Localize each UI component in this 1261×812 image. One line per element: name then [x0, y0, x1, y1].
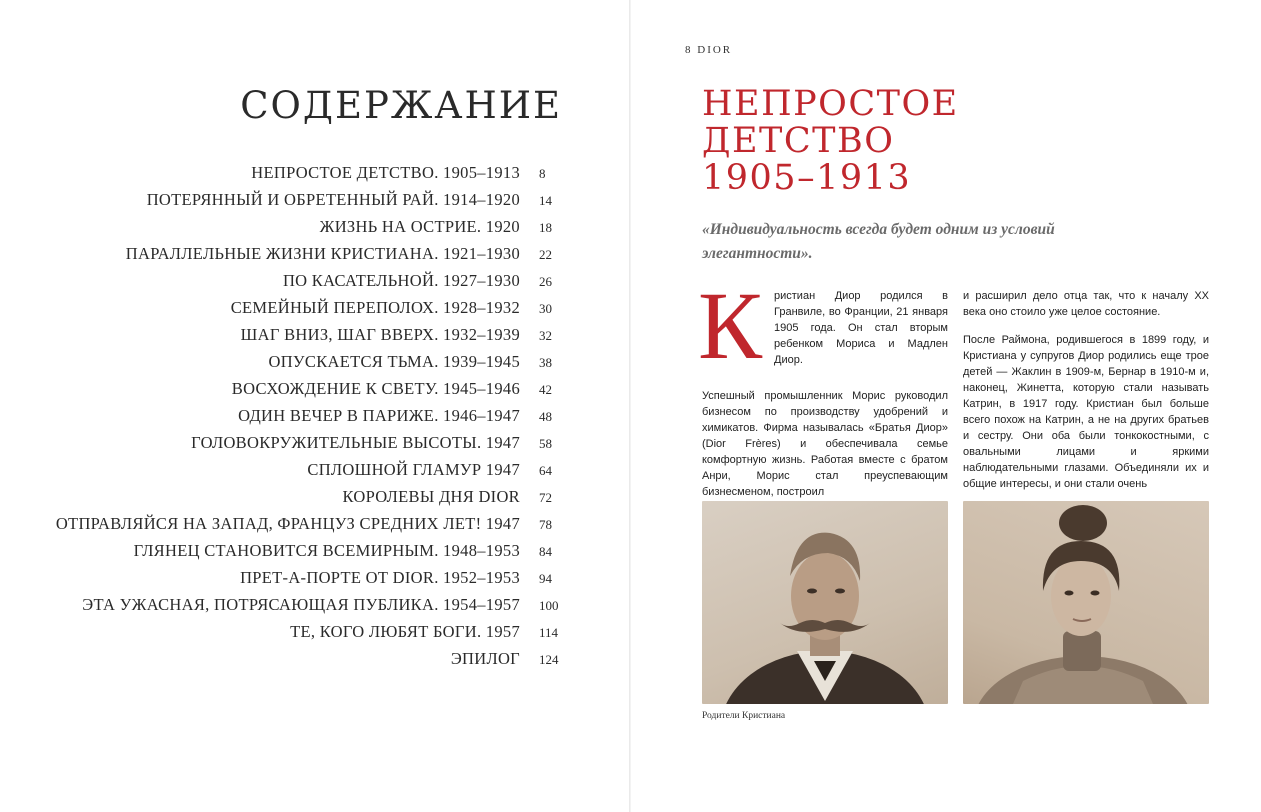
toc-entry[interactable]	[20, 458, 580, 485]
toc-entry[interactable]	[20, 161, 580, 188]
toc-entry-page-number: 26	[539, 274, 552, 289]
toc-entry[interactable]	[20, 431, 580, 458]
toc-entry[interactable]	[20, 593, 580, 620]
chapter-title-line: НЕПРОСТОЕ	[702, 84, 959, 124]
photo-mother-portrait	[963, 501, 1209, 704]
toc-entry-title: НЕПРОСТОЕ ДЕТСТВО. 1905–1913	[251, 163, 520, 182]
toc-entry-page-number: 32	[539, 328, 552, 343]
chapter-title-line: ДЕТСТВО	[702, 121, 895, 161]
dropcap-paragraph	[698, 272, 948, 384]
toc-title: СОДЕРЖАНИЕ	[240, 84, 562, 127]
toc-entry-page-number: 84	[539, 544, 552, 559]
toc-entry[interactable]	[20, 620, 580, 647]
body-paragraph: и расширил дело отца так, что к началу XX века оно стоило уже целое состояние.	[963, 290, 1209, 318]
toc-entry-page-number: 48	[539, 409, 552, 424]
toc-entry[interactable]	[20, 404, 580, 431]
toc-entry-page-number: 58	[539, 436, 552, 451]
toc-entry-title: ЖИЗНЬ НА ОСТРИЕ. 1920	[319, 217, 520, 236]
toc-entry-title: ГОЛОВОКРУЖИТЕЛЬНЫЕ ВЫСОТЫ. 1947	[191, 433, 520, 452]
text-column-right	[963, 288, 1209, 504]
toc-list	[20, 161, 580, 674]
toc-entry-page-number: 30	[539, 301, 552, 316]
mother-portrait-image	[963, 501, 1209, 704]
toc-entry-page-number: 100	[539, 598, 559, 613]
chapter-title	[702, 86, 1202, 197]
toc-entry[interactable]	[20, 512, 580, 539]
epigraph-quote: «Индивидуальность всегда будет одним из условий элегантности».	[702, 221, 1055, 262]
toc-entry-page-number: 78	[539, 517, 552, 532]
running-head: 8 DIOR	[685, 44, 733, 56]
toc-entry-page-number: 8	[539, 166, 546, 181]
dropcap-letter: К	[698, 272, 763, 379]
father-portrait-image	[702, 501, 948, 704]
toc-entry-page-number: 124	[539, 652, 559, 667]
toc-entry-page-number: 72	[539, 490, 552, 505]
toc-entry-page-number: 38	[539, 355, 552, 370]
toc-entry[interactable]	[20, 296, 580, 323]
toc-entry-title: ГЛЯНЕЦ СТАНОВИТСЯ ВСЕМИРНЫМ. 1948–1953	[133, 541, 520, 560]
toc-entry-title: ЭПИЛОГ	[450, 649, 520, 668]
toc-entry-page-number: 64	[539, 463, 552, 478]
toc-entry-title: ВОСХОЖДЕНИЕ К СВЕТУ. 1945–1946	[231, 379, 520, 398]
toc-entry-title: ОДИН ВЕЧЕР В ПАРИЖЕ. 1946–1947	[238, 406, 520, 425]
toc-entry-title: ЭТА УЖАСНАЯ, ПОТРЯСАЮЩАЯ ПУБЛИКА. 1954–1957	[82, 595, 520, 614]
lead-paragraph: ристиан Диор родился в Гранвиле, во Франции, 21 января 1905 года. Он стал вторым ребенком Мориса и Мадлен Диор.	[774, 290, 948, 366]
photo-caption: Родители Кристиана	[702, 711, 786, 721]
toc-entry-title: ШАГ ВНИЗ, ШАГ ВВЕРХ. 1932–1939	[240, 325, 520, 344]
toc-entry[interactable]	[20, 539, 580, 566]
photo-father-portrait	[702, 501, 948, 704]
toc-entry-title: ПРЕТ-А-ПОРТЕ ОТ DIOR. 1952–1953	[240, 568, 520, 587]
toc-entry-title: КОРОЛЕВЫ ДНЯ DIOR	[342, 487, 520, 506]
toc-entry-page-number: 42	[539, 382, 552, 397]
toc-entry[interactable]	[20, 242, 580, 269]
toc-entry-page-number: 18	[539, 220, 552, 235]
toc-entry-page-number: 14	[539, 193, 552, 208]
toc-entry[interactable]	[20, 566, 580, 593]
toc-entry-title: ПАРАЛЛЕЛЬНЫЕ ЖИЗНИ КРИСТИАНА. 1921–1930	[125, 244, 520, 263]
toc-entry-title: ОПУСКАЕТСЯ ТЬМА. 1939–1945	[268, 352, 520, 371]
toc-entry-title: ТЕ, КОГО ЛЮБЯТ БОГИ. 1957	[290, 622, 520, 641]
body-paragraph: После Раймона, родившегося в 1899 году, и Кристиана у супругов Диор родились еще трое детей — Жаклин в 1909-м, Бернар в 1910-м и, наконец, Жинетта, которую стали называть Катрин, в 1917 году. Кристиан был больше всего похож на Катрин, а не на других братьев и сестру. Они оба были тонкокостными, с овальными лицами и яркими наблюдательными глазами. Объединяли их и общие интересы, и они стали очень	[963, 334, 1209, 490]
toc-entry[interactable]	[20, 377, 580, 404]
toc-entry[interactable]	[20, 647, 580, 674]
chapter-title-line: 1905–1913	[702, 158, 912, 198]
toc-entry[interactable]	[20, 188, 580, 215]
toc-entry[interactable]	[20, 323, 580, 350]
toc-entry-page-number: 22	[539, 247, 552, 262]
body-paragraph: Успешный промышленник Морис руководил бизнесом по производству удобрений и химикатов. Фирма называлась «Братья Диор» (Dior Frères) и обеспечивала семье комфортную жизнь. Работая вместе с братом Анри, Морис стал преуспевающим бизнесменом, построил	[702, 390, 948, 498]
toc-entry-title: СЕМЕЙНЫЙ ПЕРЕПОЛОХ. 1928–1932	[230, 298, 520, 317]
toc-entry[interactable]	[20, 485, 580, 512]
toc-entry-title: ОТПРАВЛЯЙСЯ НА ЗАПАД, ФРАНЦУЗ СРЕДНИХ ЛЕТ! 1947	[55, 514, 520, 533]
page-gutter	[629, 0, 631, 812]
toc-entry[interactable]	[20, 350, 580, 377]
toc-entry-page-number: 94	[539, 571, 552, 586]
toc-entry[interactable]	[20, 269, 580, 296]
toc-entry-title: ПОТЕРЯННЫЙ И ОБРЕТЕННЫЙ РАЙ. 1914–1920	[146, 190, 520, 209]
text-column-left	[698, 272, 948, 512]
toc-entry-page-number: 114	[539, 625, 559, 640]
toc-entry-title: ПО КАСАТЕЛЬНОЙ. 1927–1930	[282, 271, 520, 290]
toc-entry-title: СПЛОШНОЙ ГЛАМУР 1947	[307, 460, 520, 479]
toc-entry[interactable]	[20, 215, 580, 242]
